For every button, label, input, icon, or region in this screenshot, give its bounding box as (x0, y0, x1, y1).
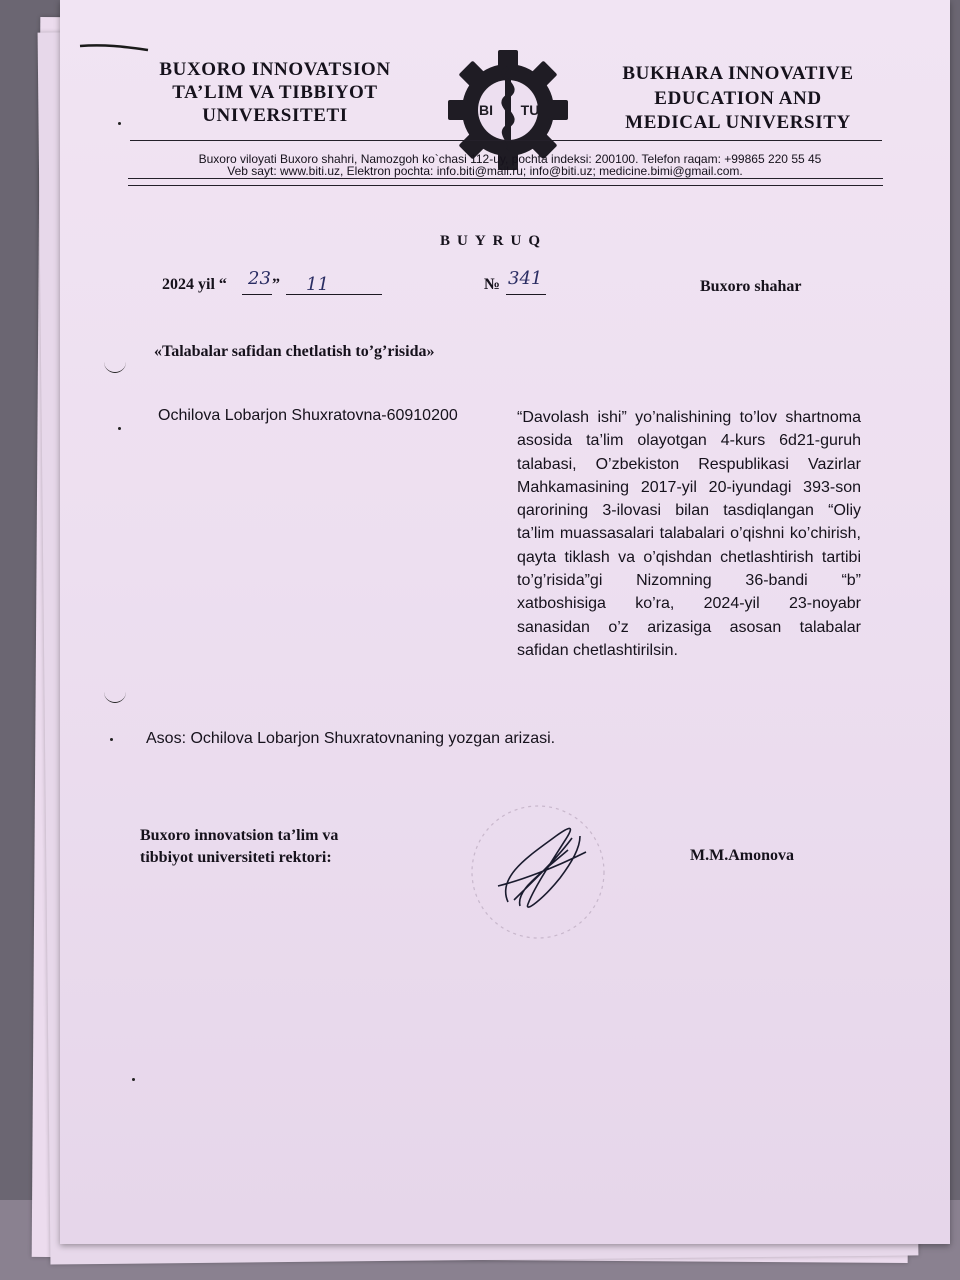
pen-mark (76, 38, 156, 58)
header-rule-bottom (128, 185, 883, 186)
university-name-en-line: BUKHARA INNOVATIVE (622, 63, 854, 84)
filing-mark (104, 692, 126, 703)
signatory-position-line: tibbiyot universiteti rektori: (140, 849, 332, 866)
order-number: 341 (508, 268, 543, 289)
signatory-position-line: Buxoro innovatsion ta’lim va (140, 827, 339, 844)
paper-speck (118, 122, 121, 125)
university-name-en-line: EDUCATION AND (654, 87, 822, 109)
order-day: 23 (248, 268, 271, 289)
signatory-name: M.M.Amonova (690, 847, 794, 864)
address-line: Buxoro viloyati Buxoro shahri, Namozgoh ko`chasi 112-uy, pochta indeksi: 200100. Telefon raqam: +99865 220 55 45 (198, 152, 822, 166)
university-name-en (598, 62, 878, 136)
decision-text: “Davolash ishi” yo’nalishining to’lov shartnoma asosida ta’lim olayotgan 4-kurs 6d21-guruh talabasi, O’zbekiston Respublikasi Vazirlar Mahkamasining 2017-yil 20-iyundagi 393-son qarorining 3-ilovasi bilan tasdiqlangan “Oliy ta’lim muassasalari talabalari o’qishni ko’chirish, qayta tiklash va o’qishdan chetlashtirish tartibi to’g’risida”gi Nizomning 36-bandi “b” xatboshisiga ko’ra, 2024-yil 23-noyabr sanasidan o’z arizasiga asosan talabalar safidan chetlashtirilsin. (517, 409, 861, 659)
order-number-underline (506, 294, 546, 295)
order-month: 11 (306, 274, 329, 295)
order-number-label: № (484, 276, 501, 293)
order-city: Buxoro shahar (700, 278, 802, 295)
signatory-position (140, 825, 338, 869)
paper-speck (132, 1078, 135, 1081)
logo-text-right: TU (520, 102, 540, 118)
contact-line: Veb sayt: www.biti.uz, Elektron pochta: info.biti@mail.ru; info@biti.uz; medicine.bimi@gmail.com. (227, 164, 743, 178)
order-date-quote: ” (272, 276, 280, 293)
student-name: Ochilova Lobarjon Shuxratovna-60910200 (158, 407, 458, 424)
filing-mark (104, 362, 126, 373)
university-name-uz-line: TA’LIM VA TIBBIYOT (172, 82, 378, 103)
order-subject: «Talabalar safidan chetlatish to’g’risida» (154, 343, 435, 360)
paper-speck (110, 738, 113, 741)
document-title: BUYRUQ (440, 233, 548, 249)
order-day-underline (242, 294, 272, 295)
logo-text-left: BI (479, 102, 493, 118)
header-rule-top (130, 140, 882, 141)
order-basis: Asos: Ochilova Lobarjon Shuxratovnaning yozgan arizasi. (146, 730, 556, 747)
signature-stamp (468, 790, 608, 950)
order-month-underline (286, 294, 382, 295)
paper-speck (118, 427, 121, 430)
order-meta-row (162, 268, 862, 304)
university-name-en-line: MEDICAL UNIVERSITY (625, 112, 851, 133)
university-name-uz-line: UNIVERSITETI (202, 105, 348, 126)
order-document (60, 0, 950, 1244)
header-rule-mid (128, 178, 883, 179)
university-name-uz-line: BUXORO INNOVATSION (159, 59, 391, 80)
university-name-uz (140, 58, 410, 127)
order-year-label: 2024 yil “ (162, 276, 227, 293)
